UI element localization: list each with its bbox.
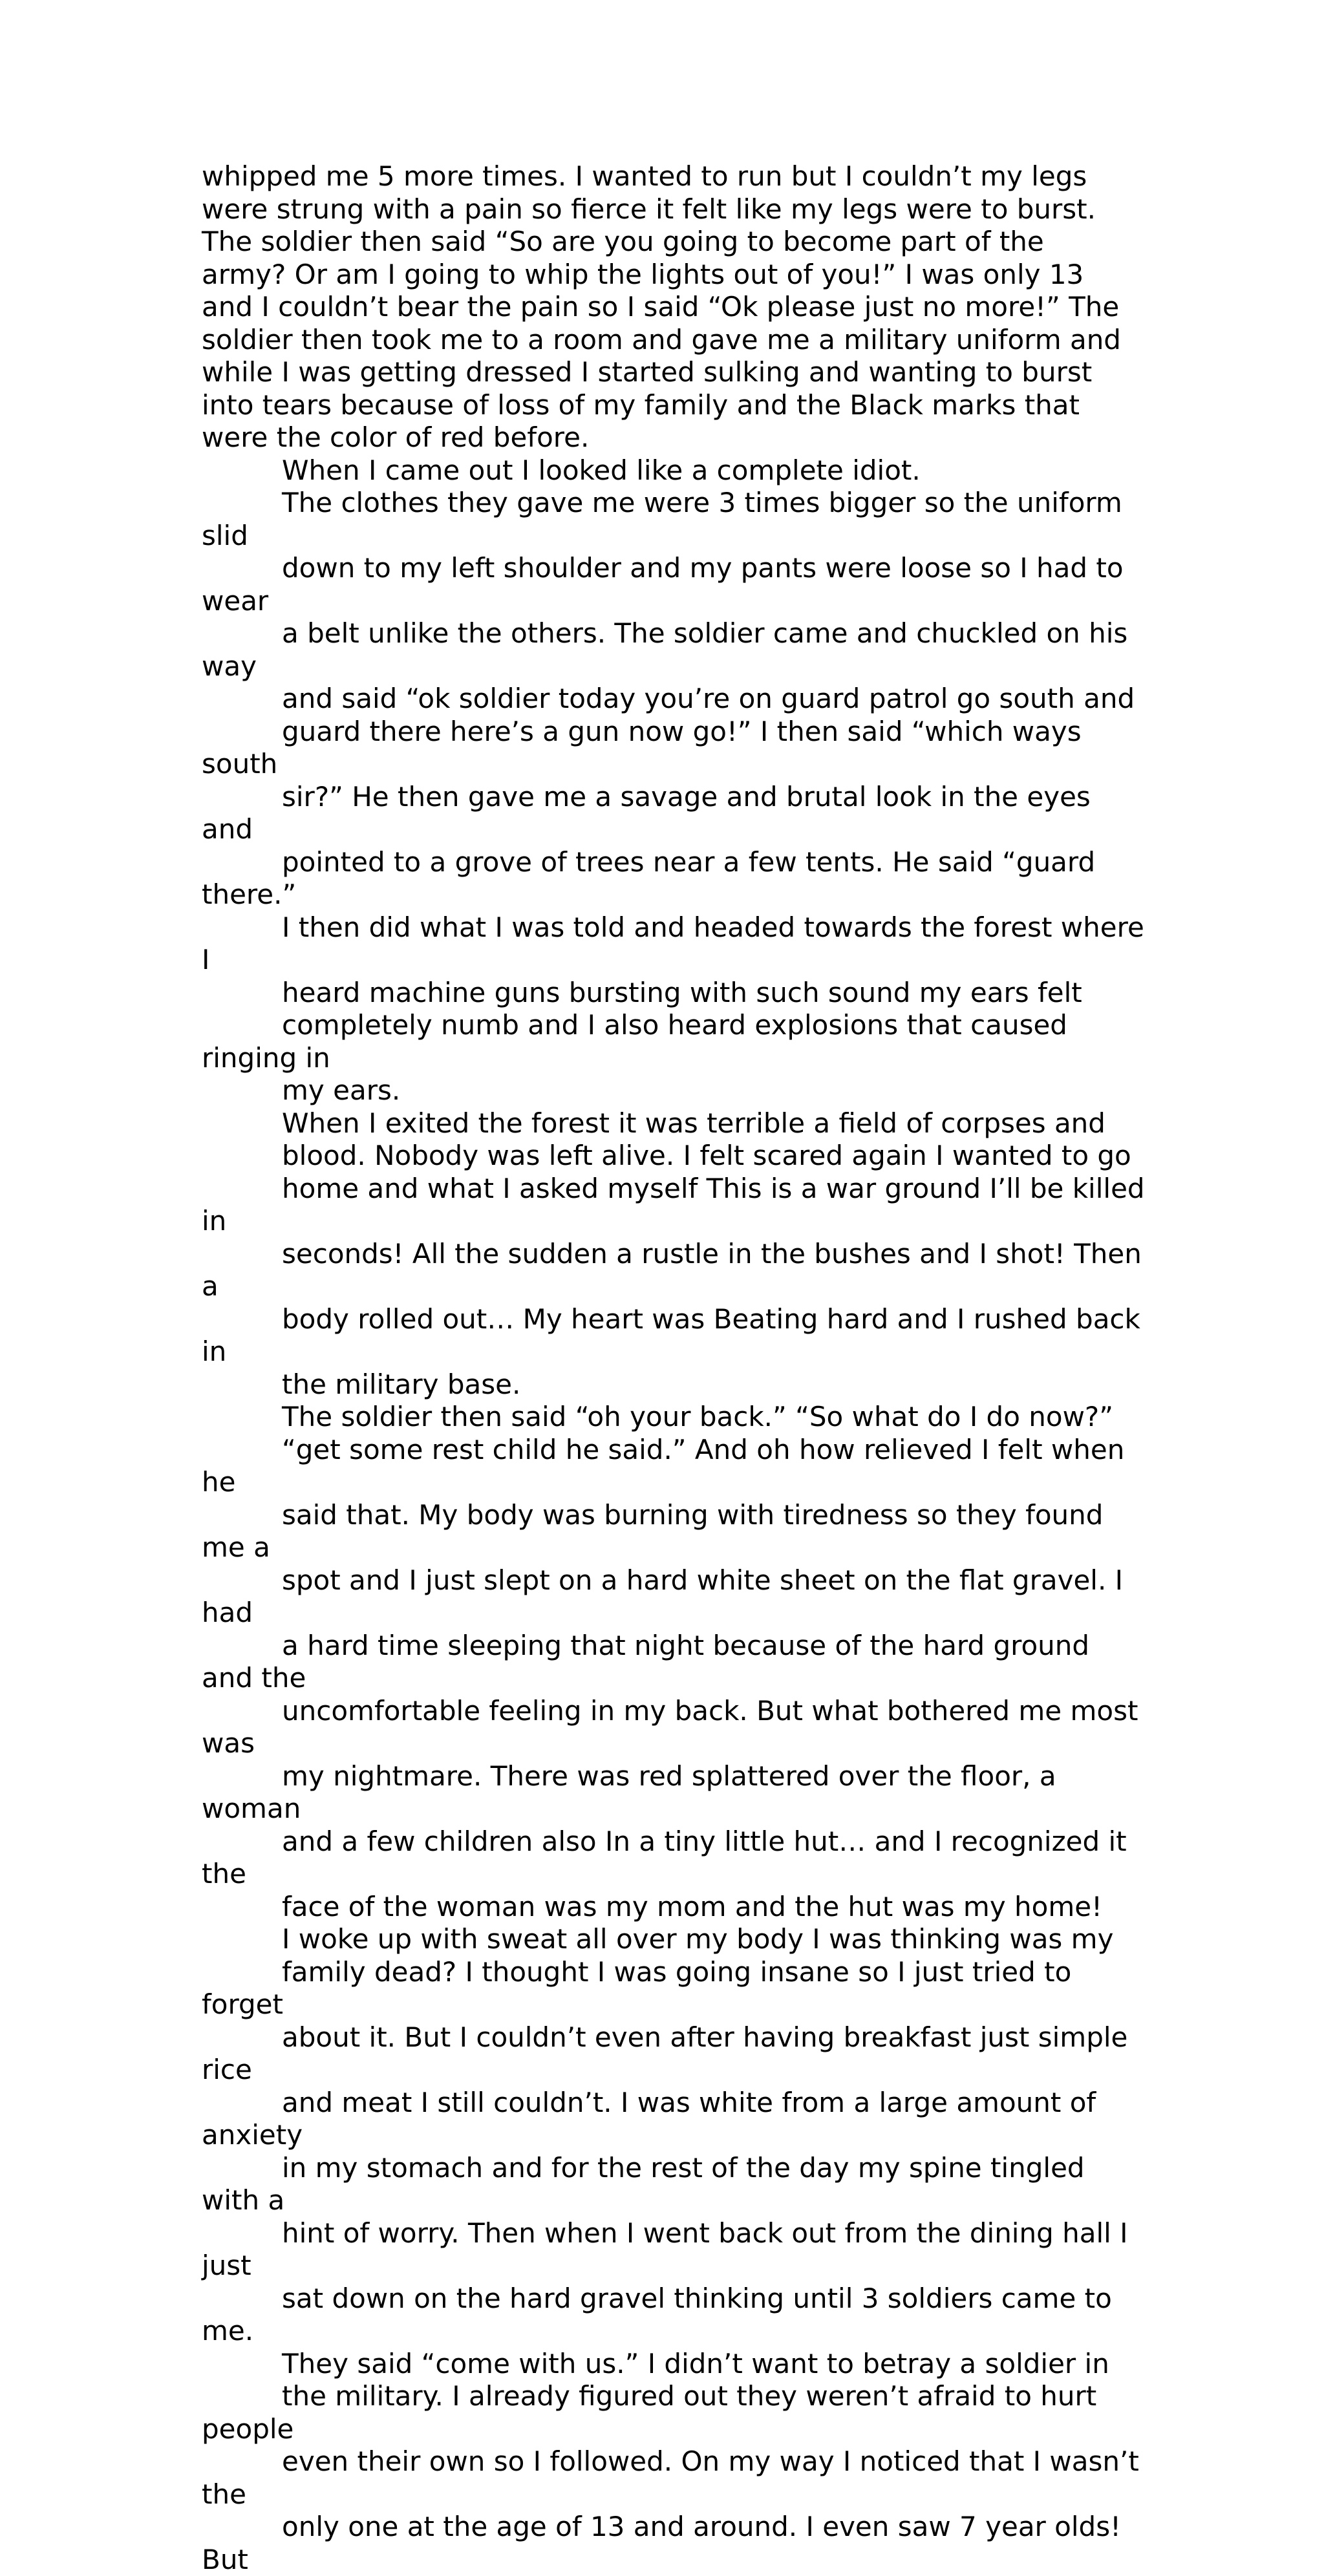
text-line: and a few children also In a tiny little hut… and I recognized it the [202, 1826, 1146, 1891]
text-line: even their own so I followed. On my way I noticed that I wasn’t the [202, 2445, 1146, 2511]
text-line: “get some rest child he said.” And oh how relieved I felt when he [202, 1434, 1146, 1499]
document-page [202, 160, 1146, 2576]
text-line: family dead? I thought I was going insane so I just tried to forget [202, 1956, 1146, 2021]
text-line: sir?” He then gave me a savage and brutal look in the eyes and [202, 781, 1146, 846]
text-line: were strung with a pain so fierce it felt like my legs were to burst. [202, 193, 1146, 226]
text-line: the military. I already figured out they weren’t afraid to hurt people [202, 2380, 1146, 2445]
text-line: down to my left shoulder and my pants were loose so I had to wear [202, 552, 1146, 617]
text-line: They said “come with us.” I didn’t want to betray a soldier in [202, 2348, 1146, 2381]
text-line: and I couldn’t bear the pain so I said “Ok please just no more!” The [202, 291, 1146, 324]
text-line: said that. My body was burning with tiredness so they found me a [202, 1499, 1146, 1564]
text-line: face of the woman was my mom and the hut was my home! [202, 1891, 1146, 1924]
text-line: body rolled out… My heart was Beating hard and I rushed back in [202, 1303, 1146, 1368]
text-line: uncomfortable feeling in my back. But what bothered me most was [202, 1695, 1146, 1760]
text-line: I then did what I was told and headed towards the forest where I [202, 911, 1146, 977]
text-line: blood. Nobody was left alive. I felt scared again I wanted to go [202, 1140, 1146, 1173]
text-line: my nightmare. There was red splattered over the floor, a woman [202, 1760, 1146, 1826]
text-line: home and what I asked myself This is a war ground I’ll be killed in [202, 1173, 1146, 1238]
text-line: and said “ok soldier today you’re on guard patrol go south and [202, 683, 1146, 716]
body-paragraph [202, 1107, 1146, 1401]
text-line: When I exited the forest it was terrible a field of corpses and [202, 1107, 1146, 1140]
text-line: a belt unlike the others. The soldier came and chuckled on his way [202, 617, 1146, 683]
text-line: a hard time sleeping that night because of the hard ground and the [202, 1630, 1146, 1695]
text-line: pointed to a grove of trees near a few tents. He said “guard there.” [202, 846, 1146, 911]
text-line: hint of worry. Then when I went back out from the dining hall I just [202, 2217, 1146, 2283]
text-line: The soldier then said “So are you going to become part of the [202, 226, 1146, 259]
text-line: into tears because of loss of my family and the Black marks that [202, 389, 1146, 422]
text-line: in my stomach and for the rest of the day my spine tingled with a [202, 2152, 1146, 2217]
text-line: sat down on the hard gravel thinking until 3 soldiers came to me. [202, 2283, 1146, 2348]
text-line: seconds! All the sudden a rustle in the bushes and I shot! Then a [202, 1238, 1146, 1303]
text-line: and meat I still couldn’t. I was white from a large amount of anxiety [202, 2087, 1146, 2152]
text-line: spot and I just slept on a hard white sheet on the flat gravel. I had [202, 1564, 1146, 1630]
text-line: heard machine guns bursting with such sound my ears felt [202, 977, 1146, 1010]
text-line: I woke up with sweat all over my body I was thinking was my [202, 1923, 1146, 1956]
text-line: about it. But I couldn’t even after having breakfast just simple rice [202, 2021, 1146, 2087]
text-line: completely numb and I also heard explosions that caused ringing in [202, 1009, 1146, 1074]
body-paragraph [202, 454, 1146, 1107]
body-paragraph [202, 1401, 1146, 1923]
text-line: only one at the age of 13 and around. I even saw 7 year olds! But [202, 2511, 1146, 2576]
text-line: The clothes they gave me were 3 times bigger so the uniform slid [202, 487, 1146, 552]
text-line: while I was getting dressed I started sulking and wanting to burst [202, 356, 1146, 389]
text-line: soldier then took me to a room and gave me a military uniform and [202, 324, 1146, 357]
text-line: When I came out I looked like a complete idiot. [202, 454, 1146, 487]
body-paragraph [202, 1923, 1146, 2348]
text-line: were the color of red before. [202, 421, 1146, 454]
text-line: guard there here’s a gun now go!” I then said “which ways south [202, 716, 1146, 781]
text-line: army? Or am I going to whip the lights out of you!” I was only 13 [202, 259, 1146, 292]
text-line: my ears. [202, 1074, 1146, 1107]
body-paragraph [202, 2348, 1146, 2576]
text-line: The soldier then said “oh your back.” “So what do I do now?” [202, 1401, 1146, 1434]
text-line: the military base. [202, 1368, 1146, 1401]
body-paragraph [202, 160, 1146, 454]
text-line: whipped me 5 more times. I wanted to run but I couldn’t my legs [202, 160, 1146, 193]
